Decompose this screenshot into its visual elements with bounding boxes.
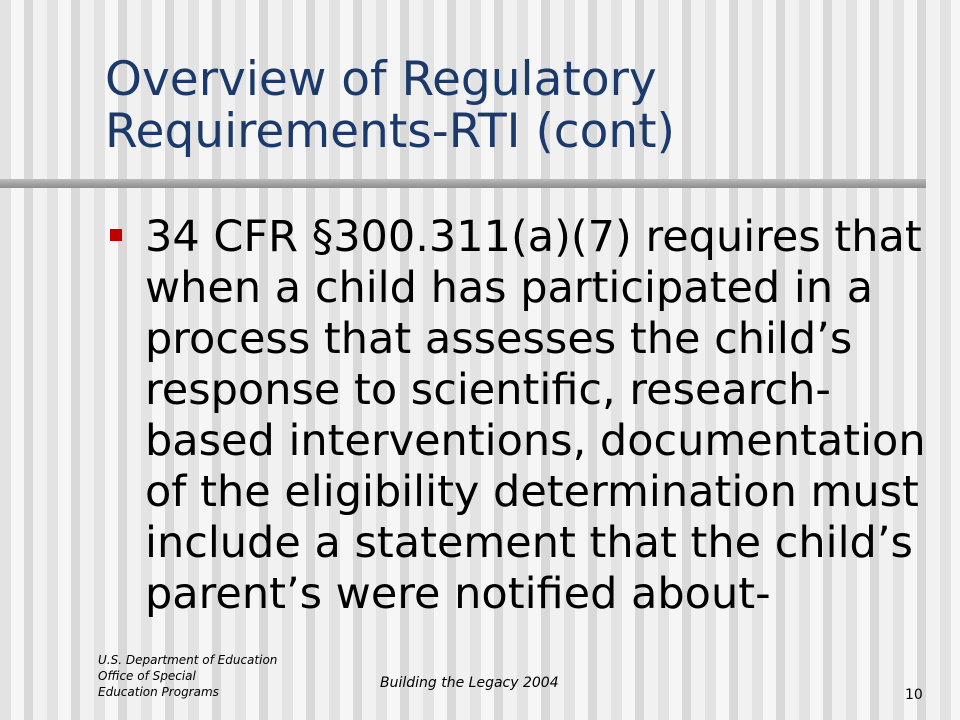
bullet-text-line: response to scientific, research- (145, 365, 831, 415)
footer-org-line: U.S. Department of Education (98, 653, 278, 667)
square-bullet-icon (110, 229, 122, 241)
footer-org-line: Office of Special (98, 669, 196, 683)
bullet-text-line: of the eligibility determination must (145, 467, 919, 517)
bullet-text-line: 34 CFR §300.311(a)(7) requires that (145, 212, 922, 262)
bullet-text-line: when a child has participated in a (145, 263, 874, 313)
slide-title (105, 54, 675, 158)
bullet-text-line: parent’s were notified about- (145, 569, 771, 619)
footer-center-text: Building the Legacy 2004 (380, 675, 559, 691)
bullet-text-line: include a statement that the child’s (145, 518, 913, 568)
slide-title-line: Overview of Regulatory (105, 52, 657, 107)
bullet-text-line: process that assesses the child’s (145, 314, 853, 364)
bullet-text-line: based interventions, documentation (145, 416, 926, 466)
bullet-text (145, 212, 926, 620)
footer-org-line: Education Programs (98, 685, 219, 699)
page-number: 10 (905, 687, 923, 703)
slide-title-line: Requirements-RTI (cont) (105, 104, 675, 159)
title-divider (0, 179, 926, 188)
footer-organization (98, 652, 277, 700)
